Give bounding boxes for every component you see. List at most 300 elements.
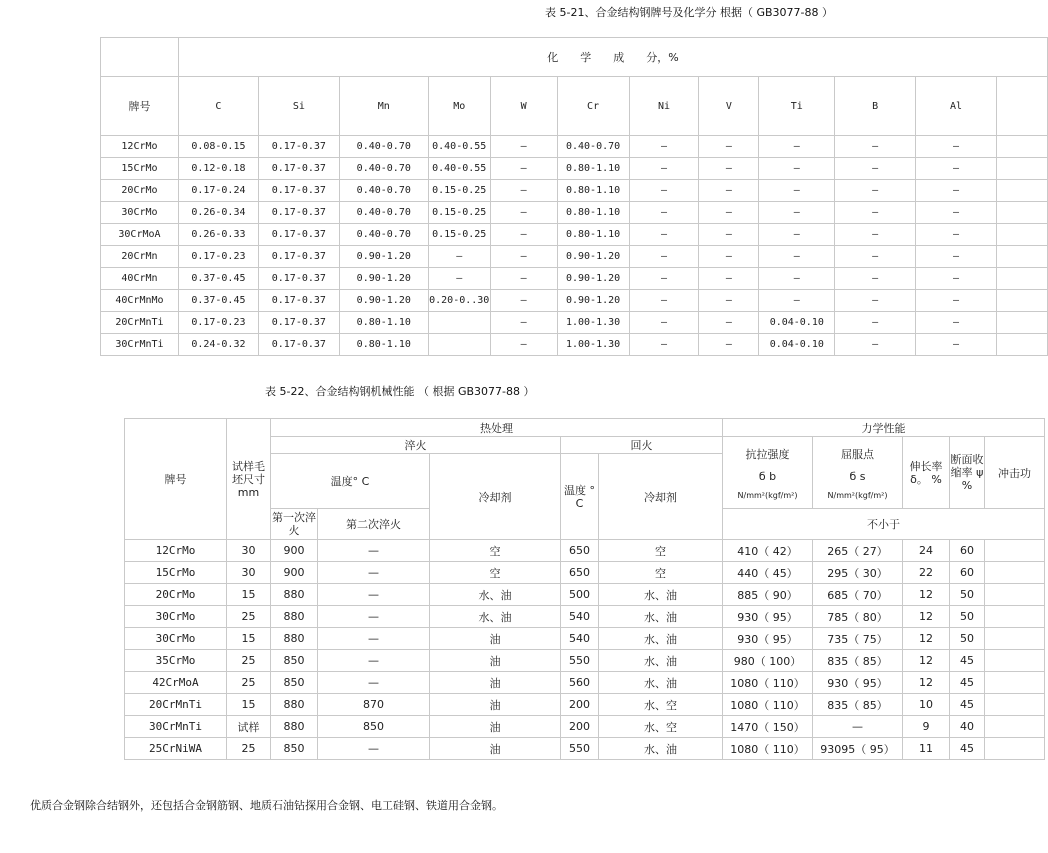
table-cell: 1.00-1.30 bbox=[557, 312, 629, 334]
header-yield-unit: N/mm²(kgf/m²) bbox=[827, 490, 888, 500]
table-cell: 35CrMo bbox=[125, 650, 227, 672]
table-cell: 900 bbox=[271, 540, 318, 562]
table-cell: — bbox=[629, 202, 699, 224]
table-cell: — bbox=[916, 268, 997, 290]
table-cell: 0.80-1.10 bbox=[339, 334, 428, 356]
table-cell: 0.17-0.37 bbox=[258, 290, 339, 312]
table-cell bbox=[996, 246, 1047, 268]
table-cell: 12 bbox=[903, 606, 950, 628]
table-cell: — bbox=[490, 312, 557, 334]
table-cell: 200 bbox=[561, 716, 599, 738]
table-cell: — bbox=[629, 224, 699, 246]
table-cell: 水、空 bbox=[599, 716, 723, 738]
table-cell: 685（ 70） bbox=[813, 584, 903, 606]
table-cell: 油 bbox=[430, 694, 561, 716]
table-cell: 540 bbox=[561, 628, 599, 650]
table1-col-header: Si bbox=[258, 77, 339, 136]
table-cell: 0.80-1.10 bbox=[557, 202, 629, 224]
table-cell bbox=[985, 716, 1045, 738]
table-cell: 30CrMo bbox=[101, 202, 179, 224]
table-cell: 25 bbox=[227, 606, 271, 628]
table2-caption: 表 5-22、合金结构钢机械性能 （ 根据 GB3077-88 ） bbox=[265, 385, 535, 398]
table-cell: 12 bbox=[903, 628, 950, 650]
table-cell: 880 bbox=[271, 628, 318, 650]
table-cell: 0.40-0.55 bbox=[428, 158, 490, 180]
header-tensile-symbol: б b bbox=[758, 469, 777, 483]
table-cell: 0.17-0.37 bbox=[258, 268, 339, 290]
table-cell: 60 bbox=[950, 540, 985, 562]
table-cell: — bbox=[835, 202, 916, 224]
table-cell: 0.15-0.25 bbox=[428, 224, 490, 246]
table-cell bbox=[985, 540, 1045, 562]
table-cell: 30CrMnTi bbox=[125, 716, 227, 738]
table-cell: — bbox=[699, 334, 759, 356]
table-cell: 1470（ 150） bbox=[723, 716, 813, 738]
table-cell bbox=[985, 584, 1045, 606]
table-cell: 12 bbox=[903, 584, 950, 606]
header-grade: 牌号 bbox=[125, 419, 227, 540]
table-cell: 0.15-0.25 bbox=[428, 202, 490, 224]
header-quench-temp: 温度° C bbox=[271, 454, 430, 509]
header-elongation: 伸长率 δ。 % bbox=[903, 437, 950, 509]
table-row bbox=[101, 158, 1048, 180]
table-cell: 835（ 85） bbox=[813, 694, 903, 716]
table-cell bbox=[985, 650, 1045, 672]
table-cell: 900 bbox=[271, 562, 318, 584]
table-row bbox=[125, 628, 1045, 650]
table-cell: 0.20-0..30 bbox=[428, 290, 490, 312]
table-cell: — bbox=[318, 584, 430, 606]
table-cell: 540 bbox=[561, 606, 599, 628]
table-row bbox=[101, 290, 1048, 312]
table-cell bbox=[428, 312, 490, 334]
table-cell: 油 bbox=[430, 650, 561, 672]
header-yield-symbol: б s bbox=[849, 469, 866, 483]
table-cell: 0.17-0.23 bbox=[178, 246, 258, 268]
table-cell: 9 bbox=[903, 716, 950, 738]
table-cell: 880 bbox=[271, 584, 318, 606]
table-row bbox=[125, 562, 1045, 584]
table-cell: — bbox=[490, 158, 557, 180]
table-row bbox=[101, 268, 1048, 290]
table1-col-header: V bbox=[699, 77, 759, 136]
table-cell bbox=[996, 312, 1047, 334]
table-cell: 42CrMoA bbox=[125, 672, 227, 694]
table-cell: — bbox=[629, 268, 699, 290]
header-quench-coolant: 冷却剂 bbox=[430, 454, 561, 540]
table-cell: — bbox=[835, 158, 916, 180]
table-cell: 440（ 45） bbox=[723, 562, 813, 584]
table-cell bbox=[996, 224, 1047, 246]
table-cell: 15CrMo bbox=[101, 158, 179, 180]
table-cell: 水、油 bbox=[599, 584, 723, 606]
table-cell: 850 bbox=[271, 650, 318, 672]
table-cell: — bbox=[318, 650, 430, 672]
table-cell: 0.17-0.37 bbox=[258, 136, 339, 158]
table-row bbox=[125, 540, 1045, 562]
table-row bbox=[125, 738, 1045, 760]
table-cell: — bbox=[835, 224, 916, 246]
table1-group-header: 化 学 成 分，% bbox=[178, 38, 1047, 77]
table-cell: — bbox=[759, 180, 835, 202]
table-cell: 0.17-0.37 bbox=[258, 158, 339, 180]
table-cell: 0.80-1.10 bbox=[557, 158, 629, 180]
table-cell: — bbox=[813, 716, 903, 738]
table-cell bbox=[985, 562, 1045, 584]
table-cell: — bbox=[490, 136, 557, 158]
header-blank-size: 试样毛坯尺寸 mm bbox=[227, 419, 271, 540]
table-cell: 0.17-0.37 bbox=[258, 202, 339, 224]
table-cell: 22 bbox=[903, 562, 950, 584]
table-cell: 0.80-1.10 bbox=[339, 312, 428, 334]
table-cell: 空 bbox=[599, 562, 723, 584]
table-cell: — bbox=[916, 334, 997, 356]
table-cell: 295（ 30） bbox=[813, 562, 903, 584]
table-cell: 880 bbox=[271, 716, 318, 738]
table-cell: — bbox=[318, 562, 430, 584]
table-row bbox=[101, 202, 1048, 224]
table-cell: — bbox=[490, 268, 557, 290]
table-cell: 15CrMo bbox=[125, 562, 227, 584]
header-yield bbox=[813, 437, 903, 509]
table-cell: — bbox=[699, 180, 759, 202]
table-cell: 0.08-0.15 bbox=[178, 136, 258, 158]
table-cell: 试样 bbox=[227, 716, 271, 738]
table-cell: 40CrMnMo bbox=[101, 290, 179, 312]
table-cell: 0.90-1.20 bbox=[339, 268, 428, 290]
table-row bbox=[125, 672, 1045, 694]
table-cell bbox=[985, 672, 1045, 694]
header-yield-label: 屈服点 bbox=[841, 447, 874, 461]
table-cell: 785（ 80） bbox=[813, 606, 903, 628]
table-cell: — bbox=[759, 202, 835, 224]
table-cell: 200 bbox=[561, 694, 599, 716]
table-cell: — bbox=[835, 290, 916, 312]
table-cell: — bbox=[916, 246, 997, 268]
table-cell: 0.90-1.20 bbox=[557, 268, 629, 290]
table1-col-header: Cr bbox=[557, 77, 629, 136]
table-cell bbox=[996, 334, 1047, 356]
header-temper-temp: 温度 ° C bbox=[561, 454, 599, 540]
table-cell: 1080（ 110） bbox=[723, 672, 813, 694]
header-temper-coolant: 冷却剂 bbox=[599, 454, 723, 540]
table-cell: — bbox=[490, 290, 557, 312]
header-quench: 淬火 bbox=[271, 437, 561, 454]
table1-col-header: B bbox=[835, 77, 916, 136]
table1-col-header: Al bbox=[916, 77, 997, 136]
table-cell: 25 bbox=[227, 738, 271, 760]
table-cell: 500 bbox=[561, 584, 599, 606]
table-cell: 1.00-1.30 bbox=[557, 334, 629, 356]
footnote: 优质合金钢除合结钢外，还包括合金钢筋钢、地质石油钻探用合金钢、电工硅钢、铁道用合金钢。 bbox=[30, 799, 503, 812]
table-cell: 30CrMo bbox=[125, 628, 227, 650]
table-cell: 0.40-0.70 bbox=[557, 136, 629, 158]
table-cell: 15 bbox=[227, 694, 271, 716]
table-row bbox=[125, 694, 1045, 716]
table-cell: — bbox=[835, 312, 916, 334]
header-impact: 冲击功 bbox=[985, 437, 1045, 509]
table-cell: 20CrMnTi bbox=[101, 312, 179, 334]
table-cell: 60 bbox=[950, 562, 985, 584]
table-cell: 410（ 42） bbox=[723, 540, 813, 562]
table-row bbox=[125, 716, 1045, 738]
table-row bbox=[125, 584, 1045, 606]
table-cell: — bbox=[759, 224, 835, 246]
table-cell: 850 bbox=[271, 672, 318, 694]
table1-col-header: 牌号 bbox=[101, 77, 179, 136]
table1-col-header: Ni bbox=[629, 77, 699, 136]
table-cell: 水、油 bbox=[599, 650, 723, 672]
table-cell: 0.12-0.18 bbox=[178, 158, 258, 180]
table-cell: 0.40-0.70 bbox=[339, 224, 428, 246]
table-cell: 0.80-1.10 bbox=[557, 180, 629, 202]
table-cell: — bbox=[835, 246, 916, 268]
table-cell: 水、油 bbox=[599, 738, 723, 760]
table-cell: 550 bbox=[561, 738, 599, 760]
table1-col-header: Ti bbox=[759, 77, 835, 136]
table-row bbox=[125, 606, 1045, 628]
table-cell: 12 bbox=[903, 672, 950, 694]
table-cell: — bbox=[699, 202, 759, 224]
table-cell: — bbox=[428, 246, 490, 268]
table-cell: — bbox=[318, 738, 430, 760]
table-cell: 0.40-0.70 bbox=[339, 202, 428, 224]
table-cell: 560 bbox=[561, 672, 599, 694]
table-cell: 650 bbox=[561, 540, 599, 562]
table-cell bbox=[985, 628, 1045, 650]
table-cell: 930（ 95） bbox=[723, 606, 813, 628]
table-cell: — bbox=[835, 136, 916, 158]
table1-col-header: W bbox=[490, 77, 557, 136]
table-cell bbox=[996, 202, 1047, 224]
table-row bbox=[101, 180, 1048, 202]
table-cell: — bbox=[699, 136, 759, 158]
table-cell: — bbox=[318, 672, 430, 694]
table-cell: 0.17-0.37 bbox=[258, 224, 339, 246]
table-cell: 25 bbox=[227, 672, 271, 694]
table-cell: — bbox=[318, 628, 430, 650]
table-cell: 11 bbox=[903, 738, 950, 760]
table1-col-header: C bbox=[178, 77, 258, 136]
table-cell: — bbox=[916, 158, 997, 180]
table-cell: 水、油 bbox=[430, 584, 561, 606]
table-cell: 50 bbox=[950, 584, 985, 606]
chemical-composition-table bbox=[100, 37, 1048, 356]
table-cell: — bbox=[490, 224, 557, 246]
table1-col-header: Mn bbox=[339, 77, 428, 136]
table-cell: 880 bbox=[271, 694, 318, 716]
table-cell: 油 bbox=[430, 738, 561, 760]
table-cell: 0.17-0.37 bbox=[258, 334, 339, 356]
table-cell: — bbox=[629, 290, 699, 312]
table-cell: — bbox=[759, 246, 835, 268]
table-cell: — bbox=[916, 136, 997, 158]
table-cell bbox=[985, 694, 1045, 716]
table-cell: 空 bbox=[599, 540, 723, 562]
table-cell: 0.40-0.55 bbox=[428, 136, 490, 158]
table-cell: 0.17-0.37 bbox=[258, 246, 339, 268]
table-cell: — bbox=[699, 290, 759, 312]
table-cell: 0.40-0.70 bbox=[339, 158, 428, 180]
table-cell: 0.17-0.24 bbox=[178, 180, 258, 202]
table-cell: — bbox=[629, 136, 699, 158]
table-cell: 水、油 bbox=[599, 672, 723, 694]
table-cell: 空 bbox=[430, 540, 561, 562]
table-cell: — bbox=[490, 246, 557, 268]
table-cell: 10 bbox=[903, 694, 950, 716]
table-cell: — bbox=[629, 334, 699, 356]
table-cell: 0.80-1.10 bbox=[557, 224, 629, 246]
table-cell: 0.90-1.20 bbox=[557, 290, 629, 312]
header-tensile-label: 抗拉强度 bbox=[745, 447, 790, 461]
table-cell: 870 bbox=[318, 694, 430, 716]
table-cell bbox=[996, 136, 1047, 158]
table-cell: 20CrMnTi bbox=[125, 694, 227, 716]
table-cell: 930（ 95） bbox=[723, 628, 813, 650]
table-cell: — bbox=[699, 224, 759, 246]
table-cell: 0.90-1.20 bbox=[339, 246, 428, 268]
table-cell: 12CrMo bbox=[101, 136, 179, 158]
table-cell: 735（ 75） bbox=[813, 628, 903, 650]
table-cell: 油 bbox=[430, 628, 561, 650]
table-cell: 30CrMo bbox=[125, 606, 227, 628]
table-cell: 0.04-0.10 bbox=[759, 334, 835, 356]
table-cell: 880 bbox=[271, 606, 318, 628]
table-cell: 25CrNiWA bbox=[125, 738, 227, 760]
table-cell: — bbox=[699, 312, 759, 334]
table-cell: 850 bbox=[318, 716, 430, 738]
table-cell: 0.17-0.37 bbox=[258, 180, 339, 202]
table1-col-header bbox=[996, 77, 1047, 136]
table-cell: 0.37-0.45 bbox=[178, 290, 258, 312]
table-cell: 40 bbox=[950, 716, 985, 738]
table-cell: 油 bbox=[430, 716, 561, 738]
table-cell: 650 bbox=[561, 562, 599, 584]
table-cell: 12 bbox=[903, 650, 950, 672]
table-cell: 30 bbox=[227, 540, 271, 562]
table-cell: — bbox=[759, 136, 835, 158]
table-row bbox=[101, 312, 1048, 334]
table-cell bbox=[996, 158, 1047, 180]
table-cell: — bbox=[428, 268, 490, 290]
table-cell bbox=[996, 180, 1047, 202]
table-cell bbox=[996, 268, 1047, 290]
table-cell: 1080（ 110） bbox=[723, 694, 813, 716]
header-tensile bbox=[723, 437, 813, 509]
table1-caption: 表 5-21、合金结构钢牌号及化学分 根据（ GB3077-88 ） bbox=[545, 6, 833, 19]
table1-corner-cell bbox=[101, 38, 179, 77]
table-row bbox=[101, 224, 1048, 246]
table-cell: — bbox=[759, 158, 835, 180]
table-cell: 0.26-0.33 bbox=[178, 224, 258, 246]
table-cell: 980（ 100） bbox=[723, 650, 813, 672]
table-cell: — bbox=[318, 540, 430, 562]
mechanical-properties-table bbox=[124, 418, 1045, 760]
header-heat-treatment: 热处理 bbox=[271, 419, 723, 437]
table-cell: — bbox=[629, 312, 699, 334]
table-row bbox=[101, 136, 1048, 158]
table-cell: 0.90-1.20 bbox=[339, 290, 428, 312]
table-cell: 50 bbox=[950, 628, 985, 650]
table-cell: — bbox=[835, 268, 916, 290]
table-cell: 20CrMo bbox=[101, 180, 179, 202]
table-cell: — bbox=[916, 290, 997, 312]
table-row bbox=[101, 246, 1048, 268]
table-cell: 空 bbox=[430, 562, 561, 584]
table-cell: 水、油 bbox=[430, 606, 561, 628]
table-cell: 0.40-0.70 bbox=[339, 136, 428, 158]
header-tensile-unit: N/mm²(kgf/m²) bbox=[737, 490, 798, 500]
table-cell: 15 bbox=[227, 628, 271, 650]
table-cell: 20CrMo bbox=[125, 584, 227, 606]
table-cell: — bbox=[490, 180, 557, 202]
table-cell: 0.40-0.70 bbox=[339, 180, 428, 202]
table-cell: — bbox=[699, 158, 759, 180]
table-cell: 265（ 27） bbox=[813, 540, 903, 562]
table-cell: 15 bbox=[227, 584, 271, 606]
table-cell: 0.24-0.32 bbox=[178, 334, 258, 356]
table-cell: — bbox=[916, 312, 997, 334]
header-second-quench: 第二次淬火 bbox=[318, 509, 430, 540]
table-cell: 45 bbox=[950, 738, 985, 760]
table-cell: — bbox=[916, 224, 997, 246]
table-cell: — bbox=[759, 290, 835, 312]
header-first-quench: 第一次淬火 bbox=[271, 509, 318, 540]
table-cell: 885（ 90） bbox=[723, 584, 813, 606]
header-mechanical-properties: 力学性能 bbox=[723, 419, 1045, 437]
table-cell: 0.04-0.10 bbox=[759, 312, 835, 334]
table-cell bbox=[985, 606, 1045, 628]
table-cell: — bbox=[490, 202, 557, 224]
table-cell: 0.90-1.20 bbox=[557, 246, 629, 268]
table-cell: 30CrMnTi bbox=[101, 334, 179, 356]
header-not-less-than: 不小于 bbox=[723, 509, 1045, 540]
table-cell: — bbox=[759, 268, 835, 290]
table-cell: 0.17-0.23 bbox=[178, 312, 258, 334]
table-cell: — bbox=[629, 246, 699, 268]
table-cell: 30 bbox=[227, 562, 271, 584]
table-cell: — bbox=[916, 202, 997, 224]
table-cell: 0.26-0.34 bbox=[178, 202, 258, 224]
table-cell: — bbox=[629, 158, 699, 180]
table-cell: 24 bbox=[903, 540, 950, 562]
table-cell bbox=[985, 738, 1045, 760]
table-cell: 0.37-0.45 bbox=[178, 268, 258, 290]
table-cell: 835（ 85） bbox=[813, 650, 903, 672]
table-cell: — bbox=[835, 180, 916, 202]
table-cell: 油 bbox=[430, 672, 561, 694]
table-cell: 45 bbox=[950, 694, 985, 716]
table1-col-header: Mo bbox=[428, 77, 490, 136]
table-cell: 12CrMo bbox=[125, 540, 227, 562]
table-cell: 93095（ 95） bbox=[813, 738, 903, 760]
table-cell: 1080（ 110） bbox=[723, 738, 813, 760]
table-cell: — bbox=[490, 334, 557, 356]
table-cell: — bbox=[699, 268, 759, 290]
table-cell: 0.15-0.25 bbox=[428, 180, 490, 202]
table-cell: 930（ 95） bbox=[813, 672, 903, 694]
table-row bbox=[101, 334, 1048, 356]
table-cell: 40CrMn bbox=[101, 268, 179, 290]
table-cell: 20CrMn bbox=[101, 246, 179, 268]
table-cell: 水、油 bbox=[599, 606, 723, 628]
table-cell: — bbox=[318, 606, 430, 628]
table-cell bbox=[428, 334, 490, 356]
table-row bbox=[125, 650, 1045, 672]
table-cell: — bbox=[629, 180, 699, 202]
table-cell bbox=[996, 290, 1047, 312]
table-cell: 50 bbox=[950, 606, 985, 628]
